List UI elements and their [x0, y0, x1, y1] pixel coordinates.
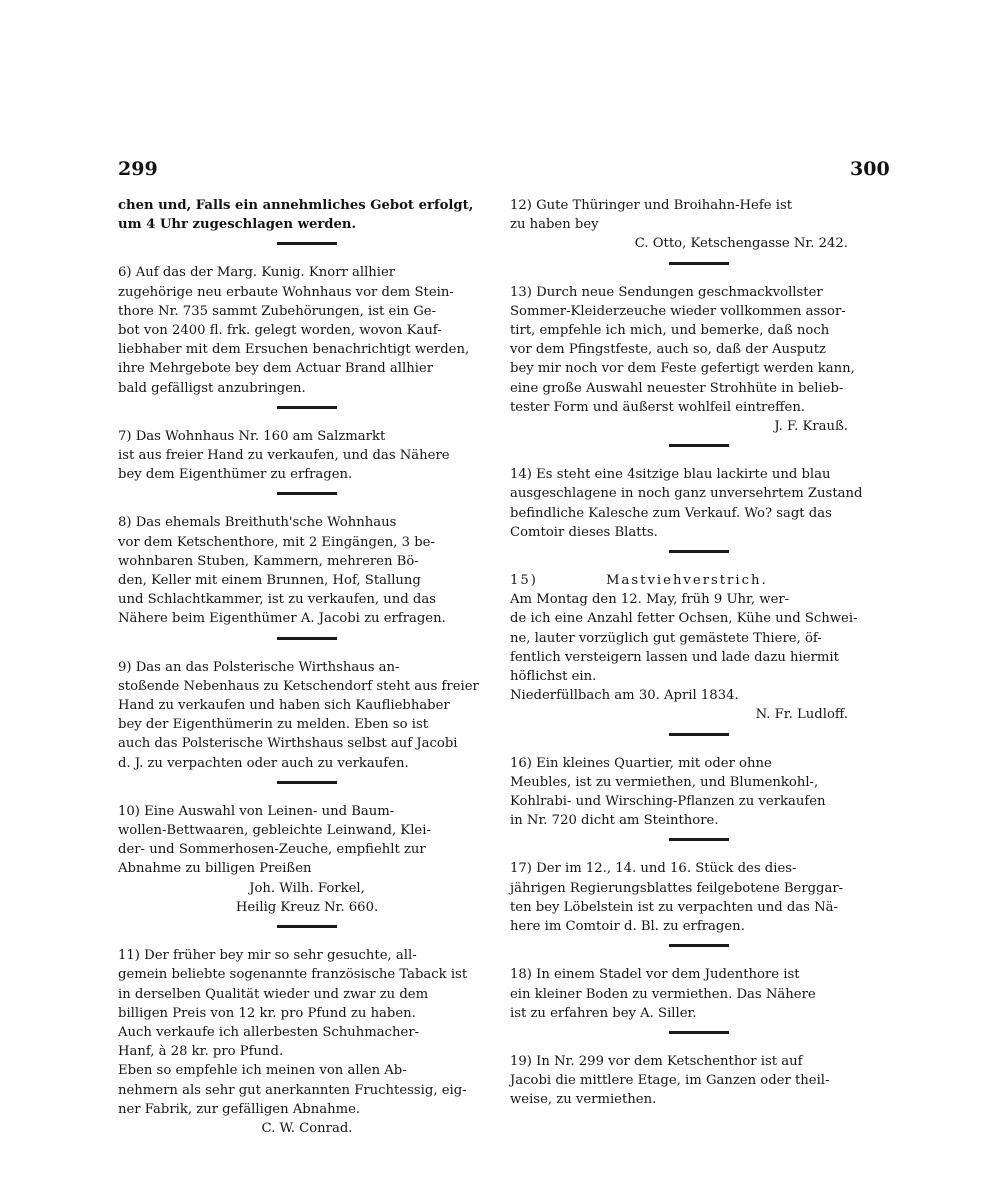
page-number-right: 300: [850, 158, 890, 180]
text-line: 18) In einem Stadel vor dem Judenthore ist: [510, 967, 800, 983]
separator-rule: [277, 781, 337, 784]
entry-16: [510, 754, 888, 831]
entry-14: [510, 465, 888, 542]
text-line: ner Fabrik, zur gefälligen Abnahme.: [118, 1101, 361, 1117]
text-line: 19) In Nr. 299 vor dem Ketschenthor ist auf: [510, 1053, 803, 1069]
text-line: in Nr. 720 dicht am Steinthore.: [510, 813, 719, 829]
left-column: [118, 196, 496, 1138]
text-line: bey der Eigenthümerin zu melden. Eben so ist: [118, 717, 429, 733]
text-line: Comtoir dieses Blatts.: [510, 524, 658, 540]
text-line: ausgeschlagene in noch ganz unversehrtem Zustand: [510, 486, 863, 502]
entry-18: [510, 965, 888, 1023]
text-line: wollen-Bettwaaren, gebleichte Leinwand, Klei-: [118, 823, 431, 839]
text-line: ist aus freier Hand zu verkaufen, und das Nähere: [118, 448, 450, 464]
text-line: ihre Mehrgebote bey dem Actuar Brand allhier: [118, 361, 434, 377]
text-line: jährigen Regierungsblattes feilgebotene Berggar-: [510, 880, 844, 896]
entry-13: [510, 283, 888, 437]
text-line: wohnbaren Stuben, Kammern, mehreren Bö-: [118, 553, 419, 569]
text-line: zu haben bey: [510, 217, 599, 233]
separator-rule: [277, 925, 337, 928]
separator-rule: [669, 550, 729, 553]
text-line: 10) Eine Auswahl von Leinen- und Baum-: [118, 803, 395, 819]
text-line: 16) Ein kleines Quartier, mit oder ohne: [510, 755, 772, 771]
text-line: auch das Polsterische Wirthshaus selbst auf Jacobi: [118, 736, 458, 752]
text-line: Abnahme zu billigen Preißen: [118, 861, 312, 877]
text-line: bey mir noch vor dem Feste gefertigt werden kann,: [510, 361, 855, 377]
entry-11: [118, 946, 496, 1138]
text-line: Hanf, à 28 kr. pro Pfund.: [118, 1044, 284, 1060]
entry-15: [510, 571, 888, 725]
text-line: ten bey Löbelstein ist zu verpachten und das Nä-: [510, 899, 838, 915]
signature-line: Heilig Kreuz Nr. 660.: [235, 899, 379, 915]
text-line: der- und Sommerhosen-Zeuche, empfiehlt zur: [118, 842, 426, 858]
text-line: befindliche Kalesche zum Verkauf. Wo? sagt das: [510, 505, 832, 521]
entry-12: [510, 196, 888, 254]
text-line: bald gefälligst anzubringen.: [118, 380, 306, 396]
separator-rule: [669, 262, 729, 265]
text-line: und Schlachtkammer, ist zu verkaufen, und das: [118, 592, 436, 608]
signature-line: J. F. Krauß.: [774, 419, 848, 435]
separator-rule: [277, 242, 337, 245]
text-line: vor dem Pfingstfeste, auch so, daß der Ausputz: [510, 342, 826, 358]
text-line: Auch verkaufe ich allerbesten Schuhmacher-: [118, 1024, 420, 1040]
text-line: 13) Durch neue Sendungen geschmackvollster: [510, 284, 823, 300]
signature-line: C. Otto, Ketschengasse Nr. 242.: [634, 236, 848, 252]
text-line: stoßende Nebenhaus zu Ketschendorf steht aus freier: [118, 678, 479, 694]
place-date-line: Niederfüllbach am 30. April 1834.: [510, 688, 739, 704]
text-line: um 4 Uhr zugeschlagen werden.: [118, 217, 357, 233]
text-line: tirt, empfehle ich mich, und bemerke, daß noch: [510, 323, 830, 339]
text-line: ein kleiner Boden zu vermiethen. Das Nähere: [510, 986, 816, 1002]
text-line: Am Montag den 12. May, früh 9 Uhr, wer-: [510, 592, 790, 608]
entry-9: [118, 658, 496, 773]
text-line: Nähere beim Eigenthümer A. Jacobi zu erfragen.: [118, 611, 446, 627]
text-line: Meubles, ist zu vermiethen, und Blumenkohl-,: [510, 774, 819, 790]
text-line: Hand zu verkaufen und haben sich Kaufliebhaber: [118, 698, 450, 714]
text-line: fentlich versteigern lassen und lade dazu hiermit: [510, 649, 839, 665]
entry-6: [118, 263, 496, 397]
separator-rule: [669, 444, 729, 447]
right-column: [510, 196, 888, 1110]
text-line: 11) Der früher bey mir so sehr gesuchte, all-: [118, 948, 417, 964]
separator-rule: [669, 838, 729, 841]
entry-heading: 15) Mastviehverstrich.: [510, 573, 768, 589]
text-line: vor dem Ketschenthore, mit 2 Eingängen, 3 be-: [118, 534, 435, 550]
text-line: ne, lauter vorzüglich gut gemästete Thiere, öf-: [510, 630, 822, 646]
separator-rule: [669, 733, 729, 736]
separator-rule: [277, 406, 337, 409]
text-line: 14) Es steht eine 4sitzige blau lackirte und blau: [510, 467, 831, 483]
entry-17: [510, 859, 888, 936]
text-line: höflichst ein.: [510, 669, 597, 685]
entry-7: [118, 427, 496, 485]
text-line: 12) Gute Thüringer und Broihahn-Hefe ist: [510, 198, 793, 213]
text-line: thore Nr. 735 sammt Zubehörungen, ist ein Ge-: [118, 303, 437, 319]
text-line: tester Form und äußerst wohlfeil eintreffen.: [510, 399, 806, 415]
text-line: bot von 2400 fl. frk. gelegt worden, wovon Kauf-: [118, 323, 442, 339]
text-line: 6) Auf das der Marg. Kunig. Knorr allhier: [118, 265, 396, 281]
text-line: 9) Das an das Polsterische Wirthshaus an-: [118, 659, 400, 675]
separator-rule: [669, 1031, 729, 1034]
text-line: here im Comtoir d. Bl. zu erfragen.: [510, 919, 745, 935]
page-number-left: 299: [118, 158, 158, 180]
text-line: Eben so empfehle ich meinen von allen Ab-: [118, 1063, 407, 1079]
text-line: liebhaber mit dem Ersuchen benachrichtigt werden,: [118, 342, 470, 358]
entry-19: [510, 1052, 888, 1110]
text-line: 7) Das Wohnhaus Nr. 160 am Salzmarkt: [118, 428, 386, 444]
text-line: 8) Das ehemals Breithuth'sche Wohnhaus: [118, 515, 397, 531]
text-line: nehmern als sehr gut anerkannten Fruchtessig, eig-: [118, 1082, 467, 1098]
text-line: in derselben Qualität wieder und zwar zu dem: [118, 986, 429, 1002]
entry-8: [118, 513, 496, 628]
text-line: bey dem Eigenthümer zu erfragen.: [118, 467, 353, 483]
text-line: 17) Der im 12., 14. und 16. Stück des dies-: [510, 861, 797, 877]
entry-10: [118, 802, 496, 917]
text-line: den, Keller mit einem Brunnen, Hof, Stallung: [118, 573, 421, 589]
text-line: zugehörige neu erbaute Wohnhaus vor dem Stein-: [118, 284, 454, 300]
text-line: eine große Auswahl neuester Strohhüte in belieb-: [510, 380, 844, 396]
signature-line: C. W. Conrad.: [261, 1120, 353, 1136]
text-line: weise, zu vermiethen.: [510, 1092, 657, 1108]
text-line: Jacobi die mittlere Etage, im Ganzen oder theil-: [510, 1073, 830, 1089]
text-line: de ich eine Anzahl fetter Ochsen, Kühe und Schwei-: [510, 611, 858, 627]
separator-rule: [277, 492, 337, 495]
separator-rule: [669, 944, 729, 947]
text-line: ist zu erfahren bey A. Siller.: [510, 1005, 697, 1021]
signature-line: Joh. Wilh. Forkel,: [249, 880, 365, 896]
text-line: gemein beliebte sogenannte französische Taback ist: [118, 967, 468, 983]
signature-line: N. Fr. Ludloff.: [755, 707, 848, 723]
text-line: Sommer-Kleiderzeuche wieder vollkommen assor-: [510, 303, 846, 319]
text-line: d. J. zu verpachten oder auch zu verkaufen.: [118, 755, 409, 771]
separator-rule: [277, 637, 337, 640]
text-line: chen und, Falls ein annehmliches Gebot erfolgt,: [118, 198, 474, 213]
text-line: Kohlrabi- und Wirsching-Pflanzen zu verkaufen: [510, 794, 826, 810]
entry-intro: [118, 196, 496, 234]
text-line: billigen Preis von 12 kr. pro Pfund zu haben.: [118, 1005, 416, 1021]
